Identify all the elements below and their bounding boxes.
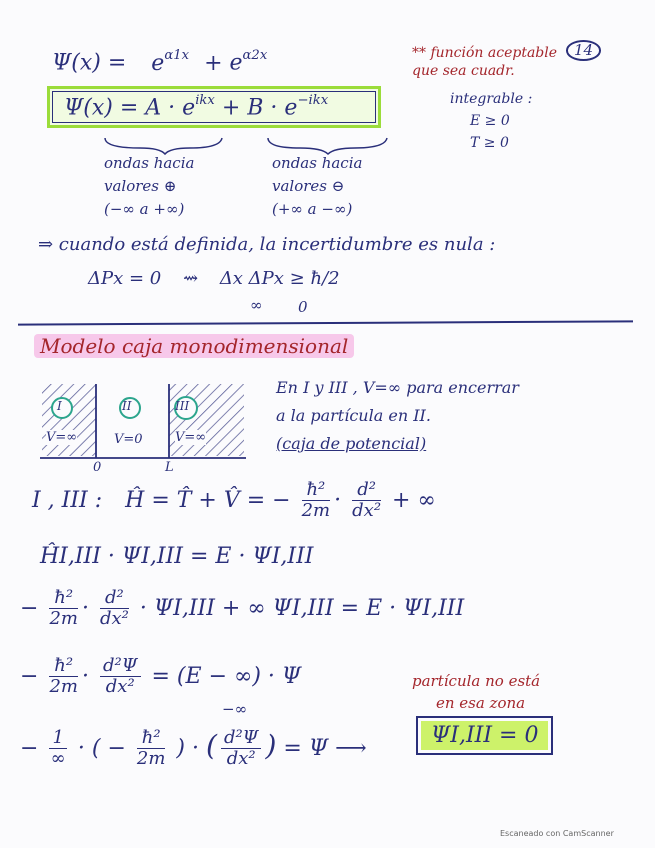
eq4-tail: = (E − ∞) · Ψ [151,663,302,689]
desc-line-3: (caja de potencial) [276,434,427,453]
plus-infinity: + ∞ [392,487,436,513]
region-ii-label: II [122,399,132,413]
eq3-hbar-frac: $\frac{\text{ħ²}}{2m}$ [49,587,78,629]
red-note-2: en esa zona [436,694,526,712]
boxed-mid: + B · e [214,95,298,121]
squiggle-arrow: ⇝ [182,268,199,289]
waves-right-3: (+∞ a −∞) [272,200,353,218]
eq5-close: ) · [176,735,199,761]
boxed-exp1: ikx [195,93,215,108]
boxed-lhs: Ψ(x) = A · e [64,95,196,121]
minus-infinity-label: −∞ [222,700,248,718]
eq3-tail: · ΨI,III + ∞ ΨI,III = E · ΨI,III [139,595,465,621]
region-i-hatch [42,384,96,456]
region-i-potential: V=∞ [46,430,78,445]
eq1-exp1: α1x [164,48,190,63]
section-title [34,334,354,358]
uncertainty-relation [88,268,340,289]
desc-line-1: En I y III , V=∞ para encerrar [276,378,519,397]
desc-line-2: a la partícula en II. [276,406,431,425]
waves-right-2: valores ⊖ [272,177,345,195]
potential-box-diagram [34,378,269,470]
region-iii-potential: V=∞ [175,430,207,445]
eq5-hbar-frac: $\frac{\text{ħ²}}{2m}$ [136,727,166,769]
eq4-hbar-frac: $\frac{\text{ħ²}}{2m}$ [49,655,78,697]
uncertainty-statement: ⇒ cuando está definida, la incertidumbre es nula : [38,234,496,255]
eq5-open: · ( − [77,735,126,761]
section-divider [18,320,633,325]
region-i-label: I [57,399,62,413]
waves-left-1: ondas hacia [104,154,195,172]
dx-infinite: ∞ [250,296,263,314]
eq4-deriv-frac: $\frac{\text{d²Ψ}}{\text{dx²}}$ [100,656,141,697]
note-line-1: ** función aceptable [412,45,558,61]
axis-origin-label: 0 [93,460,102,475]
scanner-watermark: Escaneado con CamScanner [500,829,614,838]
waves-left-2: valores ⊕ [104,177,177,195]
waves-right-1: ondas hacia [272,154,363,172]
infinite-potential-equation: − $\frac{\text{ħ²}}{2m}$ · $\frac{\text{d²Ψ}}{\text{dx²}}$ = (E − ∞) · Ψ [20,655,302,697]
expanded-schrodinger: − $\frac{\text{ħ²}}{2m}$ · $\frac{\text{d²}}{\text{dx²}}$ · ΨI,III + ∞ ΨI,III = E · ΨI,III [20,587,465,629]
section-title-text: Modelo caja monodimensional [34,334,354,358]
page-number [566,40,601,61]
note-line-5: T ≥ 0 [470,135,509,151]
note-line-3: integrable : [450,91,533,107]
integrable-note [450,88,532,154]
heisenberg-relation: Δx ΔPx ≥ ħ/2 [219,268,340,289]
eq1-exp2: α2x [242,48,268,63]
region-iii-label: III [175,399,190,413]
dpx-zero: ΔPx = 0 [88,268,162,289]
region-i-circle [52,398,72,418]
eq5-tail: = Ψ ⟶ [283,735,367,761]
note-line-2: que sea cuadr. [412,63,515,79]
result-box [416,716,553,755]
box-description [276,374,519,458]
limit-equation: − $\frac{1}{\infty}$ · ( − $\frac{\text{ħ²}}{2m}$ ) · ( $\frac{\text{d²Ψ}}{\text{dx²}}$ ) = Ψ ⟶ [20,727,367,769]
note-line-4: E ≥ 0 [470,113,510,129]
eq1-lhs: Ψ(x) = [52,50,127,76]
page-number-value: 14 [566,40,601,61]
eq3-deriv-frac: $\frac{\text{d²}}{\text{dx²}}$ [99,587,129,629]
schrodinger-regions: ĤI,III · ΨI,III = E · ΨI,III [40,544,314,569]
second-derivative: $\frac{\text{d²}}{\text{dx²}}$ [352,479,382,521]
particle-not-here-note [412,670,540,714]
hamiltonian-equation: I , III : Ĥ = T̂ + V̂ = − $\frac{\text{ħ²}}{2m}$ · $\frac{\text{d²}}{\text{dx²}}$ + ∞ [32,479,436,521]
result-text: ΨI,III = 0 [421,721,548,750]
eq1-plus: + [204,50,223,76]
boxed-wavefunction [47,86,381,128]
waves-negative [272,152,362,221]
wavefunction-general [52,48,267,76]
one-over-infinity: $\frac{1}{\infty}$ [50,727,66,769]
red-note-1: partícula no está [412,672,541,690]
region-ii-potential: V=0 [114,432,143,447]
eq5-deriv-frac: $\frac{\text{d²Ψ}}{\text{dx²}}$ [221,728,262,769]
eq1-e2: e [229,50,243,76]
waves-left-3: (−∞ a +∞) [104,200,185,218]
boxed-exp2: −ikx [297,93,329,108]
regions-label: I , III : [32,487,103,513]
waves-positive [104,152,194,221]
dpx-zero-label: 0 [298,298,308,316]
region-iii-hatch [169,384,244,456]
axis-l-label: L [165,460,174,475]
hamiltonian-lhs: Ĥ = T̂ + V̂ = − [125,487,291,513]
eq1-e1: e [151,50,165,76]
acceptable-function-note [412,44,557,80]
hbar-over-2m: $\frac{\text{ħ²}}{2m}$ [301,479,331,521]
